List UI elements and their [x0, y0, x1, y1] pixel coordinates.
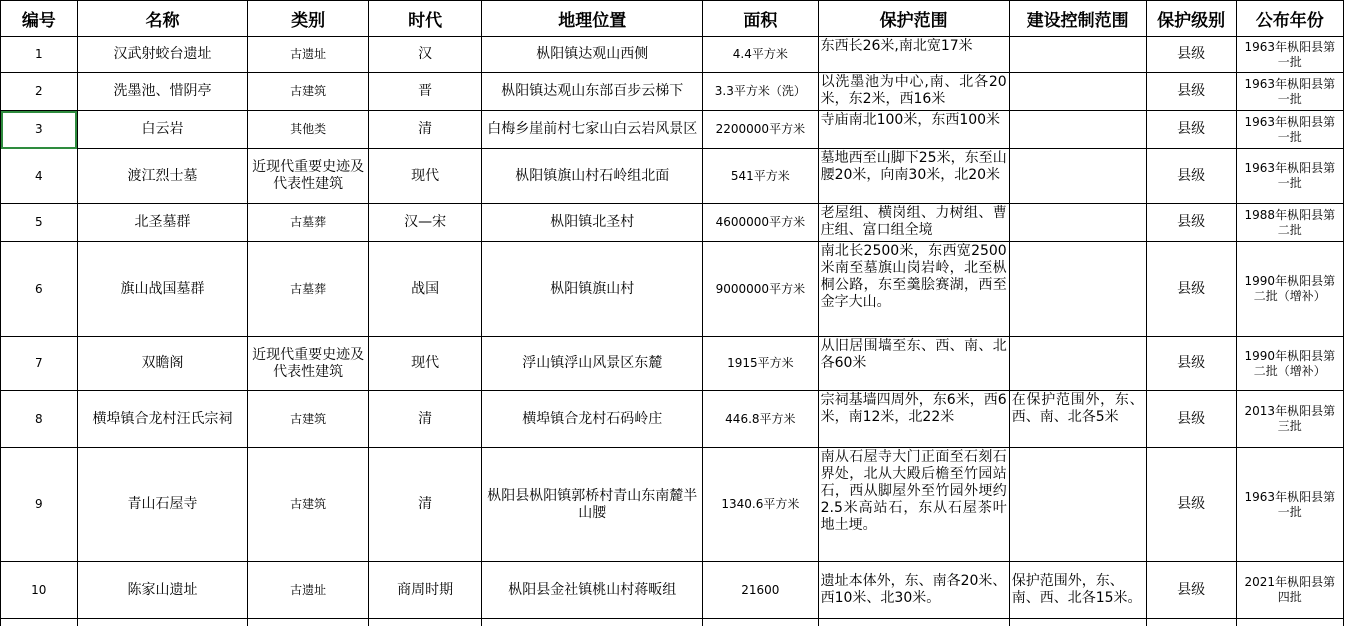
cell-year[interactable]: 2013年枞阳县第三批: [1236, 391, 1343, 448]
cell-no[interactable]: 9: [1, 448, 78, 562]
cell-level[interactable]: 县级: [1146, 149, 1236, 204]
cell-control[interactable]: [1009, 448, 1146, 562]
cell-control[interactable]: [1009, 111, 1146, 149]
cell-name[interactable]: 陈家山遗址: [77, 562, 248, 619]
cell-empty[interactable]: [703, 619, 818, 626]
cell-no[interactable]: 4: [1, 149, 78, 204]
cell-year[interactable]: 1963年枞阳县第一批: [1236, 448, 1343, 562]
cell-control[interactable]: 保护范围外，东、南、西、北各15米。: [1009, 562, 1146, 619]
cell-empty[interactable]: [368, 619, 481, 626]
cell-no[interactable]: 3: [1, 111, 78, 149]
cell-area[interactable]: 2200000平方米: [703, 111, 818, 149]
cell-location[interactable]: 枞阳县金社镇桃山村蒋畈组: [482, 562, 703, 619]
cell-year[interactable]: 1963年枞阳县第一批: [1236, 111, 1343, 149]
cell-no[interactable]: 5: [1, 204, 78, 242]
cell-area[interactable]: 9000000平方米: [703, 242, 818, 337]
header-location[interactable]: 地理位置: [482, 1, 703, 37]
cell-level[interactable]: 县级: [1146, 111, 1236, 149]
cell-category[interactable]: 近现代重要史迹及代表性建筑: [248, 337, 369, 391]
cell-control[interactable]: [1009, 73, 1146, 111]
cell-empty[interactable]: [1, 619, 78, 626]
cell-era[interactable]: 清: [368, 111, 481, 149]
cell-scope[interactable]: 东西长26米,南北宽17米: [818, 37, 1009, 73]
cell-location[interactable]: 白梅乡崖前村七家山白云岩风景区: [482, 111, 703, 149]
cell-name[interactable]: 青山石屋寺: [77, 448, 248, 562]
table-row: [1, 337, 1344, 391]
cell-scope[interactable]: 寺庙南北100米，东西100米: [818, 111, 1009, 149]
cell-category[interactable]: 古建筑: [248, 448, 369, 562]
cell-name[interactable]: 渡江烈士墓: [77, 149, 248, 204]
cell-no[interactable]: 10: [1, 562, 78, 619]
cell-scope[interactable]: 以洗墨池为中心,南、北各20米，东2米，西16米: [818, 73, 1009, 111]
cell-control[interactable]: [1009, 242, 1146, 337]
cell-scope[interactable]: 遗址本体外，东、南各20米、西10米、北30米。: [818, 562, 1009, 619]
header-era[interactable]: 时代: [368, 1, 481, 37]
cell-level[interactable]: 县级: [1146, 37, 1236, 73]
cell-name[interactable]: 旗山战国墓群: [77, 242, 248, 337]
cell-era[interactable]: 现代: [368, 337, 481, 391]
cell-year[interactable]: 1963年枞阳县第一批: [1236, 149, 1343, 204]
table-row: [1, 37, 1344, 73]
cell-empty[interactable]: [1009, 619, 1146, 626]
header-name[interactable]: 名称: [77, 1, 248, 37]
cell-area[interactable]: 1340.6平方米: [703, 448, 818, 562]
cell-no[interactable]: 7: [1, 337, 78, 391]
cell-location[interactable]: 枞阳镇旗山村石岭组北面: [482, 149, 703, 204]
cell-no[interactable]: 6: [1, 242, 78, 337]
cell-scope[interactable]: 南从石屋寺大门正面至石刻石界处，北从大殿后檐至竹园站石，西从脚屋外至竹园外埂约2.5米高站石，东从石屋茶叶地土埂。: [818, 448, 1009, 562]
table-row: [1, 204, 1344, 242]
cell-level[interactable]: 县级: [1146, 242, 1236, 337]
cell-control[interactable]: [1009, 337, 1146, 391]
cell-name[interactable]: 双瞻阁: [77, 337, 248, 391]
cell-scope[interactable]: 老屋组、横岗组、力树组、曹庄组、富口组全境: [818, 204, 1009, 242]
cell-empty[interactable]: [1236, 619, 1343, 626]
cell-empty[interactable]: [248, 619, 369, 626]
header-scope[interactable]: 保护范围: [818, 1, 1009, 37]
header-row: [1, 1, 1344, 37]
cell-area[interactable]: 21600: [703, 562, 818, 619]
cell-level[interactable]: 县级: [1146, 562, 1236, 619]
cell-location[interactable]: 横埠镇合龙村石码岭庄: [482, 391, 703, 448]
cell-area[interactable]: 1915平方米: [703, 337, 818, 391]
cell-name[interactable]: 白云岩: [77, 111, 248, 149]
cell-year[interactable]: 1990年枞阳县第二批（增补）: [1236, 242, 1343, 337]
cell-level[interactable]: 县级: [1146, 204, 1236, 242]
table-row: [1, 562, 1344, 619]
cell-level[interactable]: 县级: [1146, 448, 1236, 562]
cell-era[interactable]: 清: [368, 448, 481, 562]
table-row: [1, 448, 1344, 562]
cell-category[interactable]: 古建筑: [248, 391, 369, 448]
cell-location[interactable]: 浮山镇浮山风景区东麓: [482, 337, 703, 391]
cell-area[interactable]: 4.4平方米: [703, 37, 818, 73]
header-area[interactable]: 面积: [703, 1, 818, 37]
cell-control[interactable]: 在保护范围外，东、西、南、北各5米: [1009, 391, 1146, 448]
header-no[interactable]: 编号: [1, 1, 78, 37]
cell-control[interactable]: [1009, 149, 1146, 204]
cell-era[interactable]: 战国: [368, 242, 481, 337]
cell-location[interactable]: 枞阳县枞阳镇郭桥村青山东南麓半山腰: [482, 448, 703, 562]
cell-level[interactable]: 县级: [1146, 73, 1236, 111]
cell-no[interactable]: 8: [1, 391, 78, 448]
header-level[interactable]: 保护级别: [1146, 1, 1236, 37]
cell-level[interactable]: 县级: [1146, 391, 1236, 448]
cell-empty[interactable]: [1146, 619, 1236, 626]
cell-control[interactable]: [1009, 204, 1146, 242]
cell-year[interactable]: 1963年枞阳县第一批: [1236, 37, 1343, 73]
cell-name[interactable]: 北圣墓群: [77, 204, 248, 242]
cell-no[interactable]: 1: [1, 37, 78, 73]
cell-category[interactable]: 近现代重要史迹及代表性建筑: [248, 149, 369, 204]
table-row: [1, 391, 1344, 448]
cell-era[interactable]: 晋: [368, 73, 481, 111]
cell-era[interactable]: 清: [368, 391, 481, 448]
cell-area[interactable]: 3.3平方米（洗）: [703, 73, 818, 111]
cell-area[interactable]: 541平方米: [703, 149, 818, 204]
cell-era[interactable]: 汉—宋: [368, 204, 481, 242]
cell-category[interactable]: 古遗址: [248, 562, 369, 619]
cell-level[interactable]: 县级: [1146, 337, 1236, 391]
cell-location[interactable]: 枞阳镇旗山村: [482, 242, 703, 337]
cell-scope[interactable]: 南北长2500米，东西宽2500米南至墓旗山岗岩岭，北至枞桐公路，东至羹脍赛湖，西至金字大山。: [818, 242, 1009, 337]
cell-location[interactable]: 枞阳镇北圣村: [482, 204, 703, 242]
cell-scope[interactable]: 从旧居围墙至东、西、南、北各60米: [818, 337, 1009, 391]
cell-year[interactable]: 1963年枞阳县第一批: [1236, 73, 1343, 111]
cell-year[interactable]: 1988年枞阳县第二批: [1236, 204, 1343, 242]
cell-year[interactable]: 1990年枞阳县第二批（增补）: [1236, 337, 1343, 391]
cell-category[interactable]: 古遗址: [248, 37, 369, 73]
header-year[interactable]: 公布年份: [1236, 1, 1343, 37]
table-row-partial: [1, 619, 1344, 626]
table-row: [1, 111, 1344, 149]
cell-year[interactable]: 2021年枞阳县第四批: [1236, 562, 1343, 619]
cell-category[interactable]: 古墓葬: [248, 204, 369, 242]
cell-name[interactable]: 汉武射蛟台遗址: [77, 37, 248, 73]
cell-era[interactable]: 商周时期: [368, 562, 481, 619]
cell-category[interactable]: 古墓葬: [248, 242, 369, 337]
cell-area[interactable]: 4600000平方米: [703, 204, 818, 242]
cell-scope[interactable]: 宗祠基墙四周外，东6米，西6米，南12米，北22米: [818, 391, 1009, 448]
cell-scope[interactable]: 墓地西至山脚下25米，东至山腰20米，向南30米，北20米: [818, 149, 1009, 204]
cell-name[interactable]: 横埠镇合龙村汪氏宗祠: [77, 391, 248, 448]
cell-location[interactable]: 枞阳镇达观山东部百步云梯下: [482, 73, 703, 111]
cell-era[interactable]: 现代: [368, 149, 481, 204]
table-row: [1, 73, 1344, 111]
cell-control[interactable]: [1009, 37, 1146, 73]
cell-no[interactable]: 2: [1, 73, 78, 111]
cell-category[interactable]: 其他类: [248, 111, 369, 149]
cell-empty[interactable]: [818, 619, 1009, 626]
cell-name[interactable]: 洗墨池、惜阴亭: [77, 73, 248, 111]
header-control[interactable]: 建设控制范围: [1009, 1, 1146, 37]
table-row: [1, 149, 1344, 204]
cell-empty[interactable]: [77, 619, 248, 626]
cell-area[interactable]: 446.8平方米: [703, 391, 818, 448]
cell-location[interactable]: 枞阳镇达观山西侧: [482, 37, 703, 73]
cell-empty[interactable]: [482, 619, 703, 626]
header-category[interactable]: 类别: [248, 1, 369, 37]
table-row: [1, 242, 1344, 337]
cell-category[interactable]: 古建筑: [248, 73, 369, 111]
cell-era[interactable]: 汉: [368, 37, 481, 73]
